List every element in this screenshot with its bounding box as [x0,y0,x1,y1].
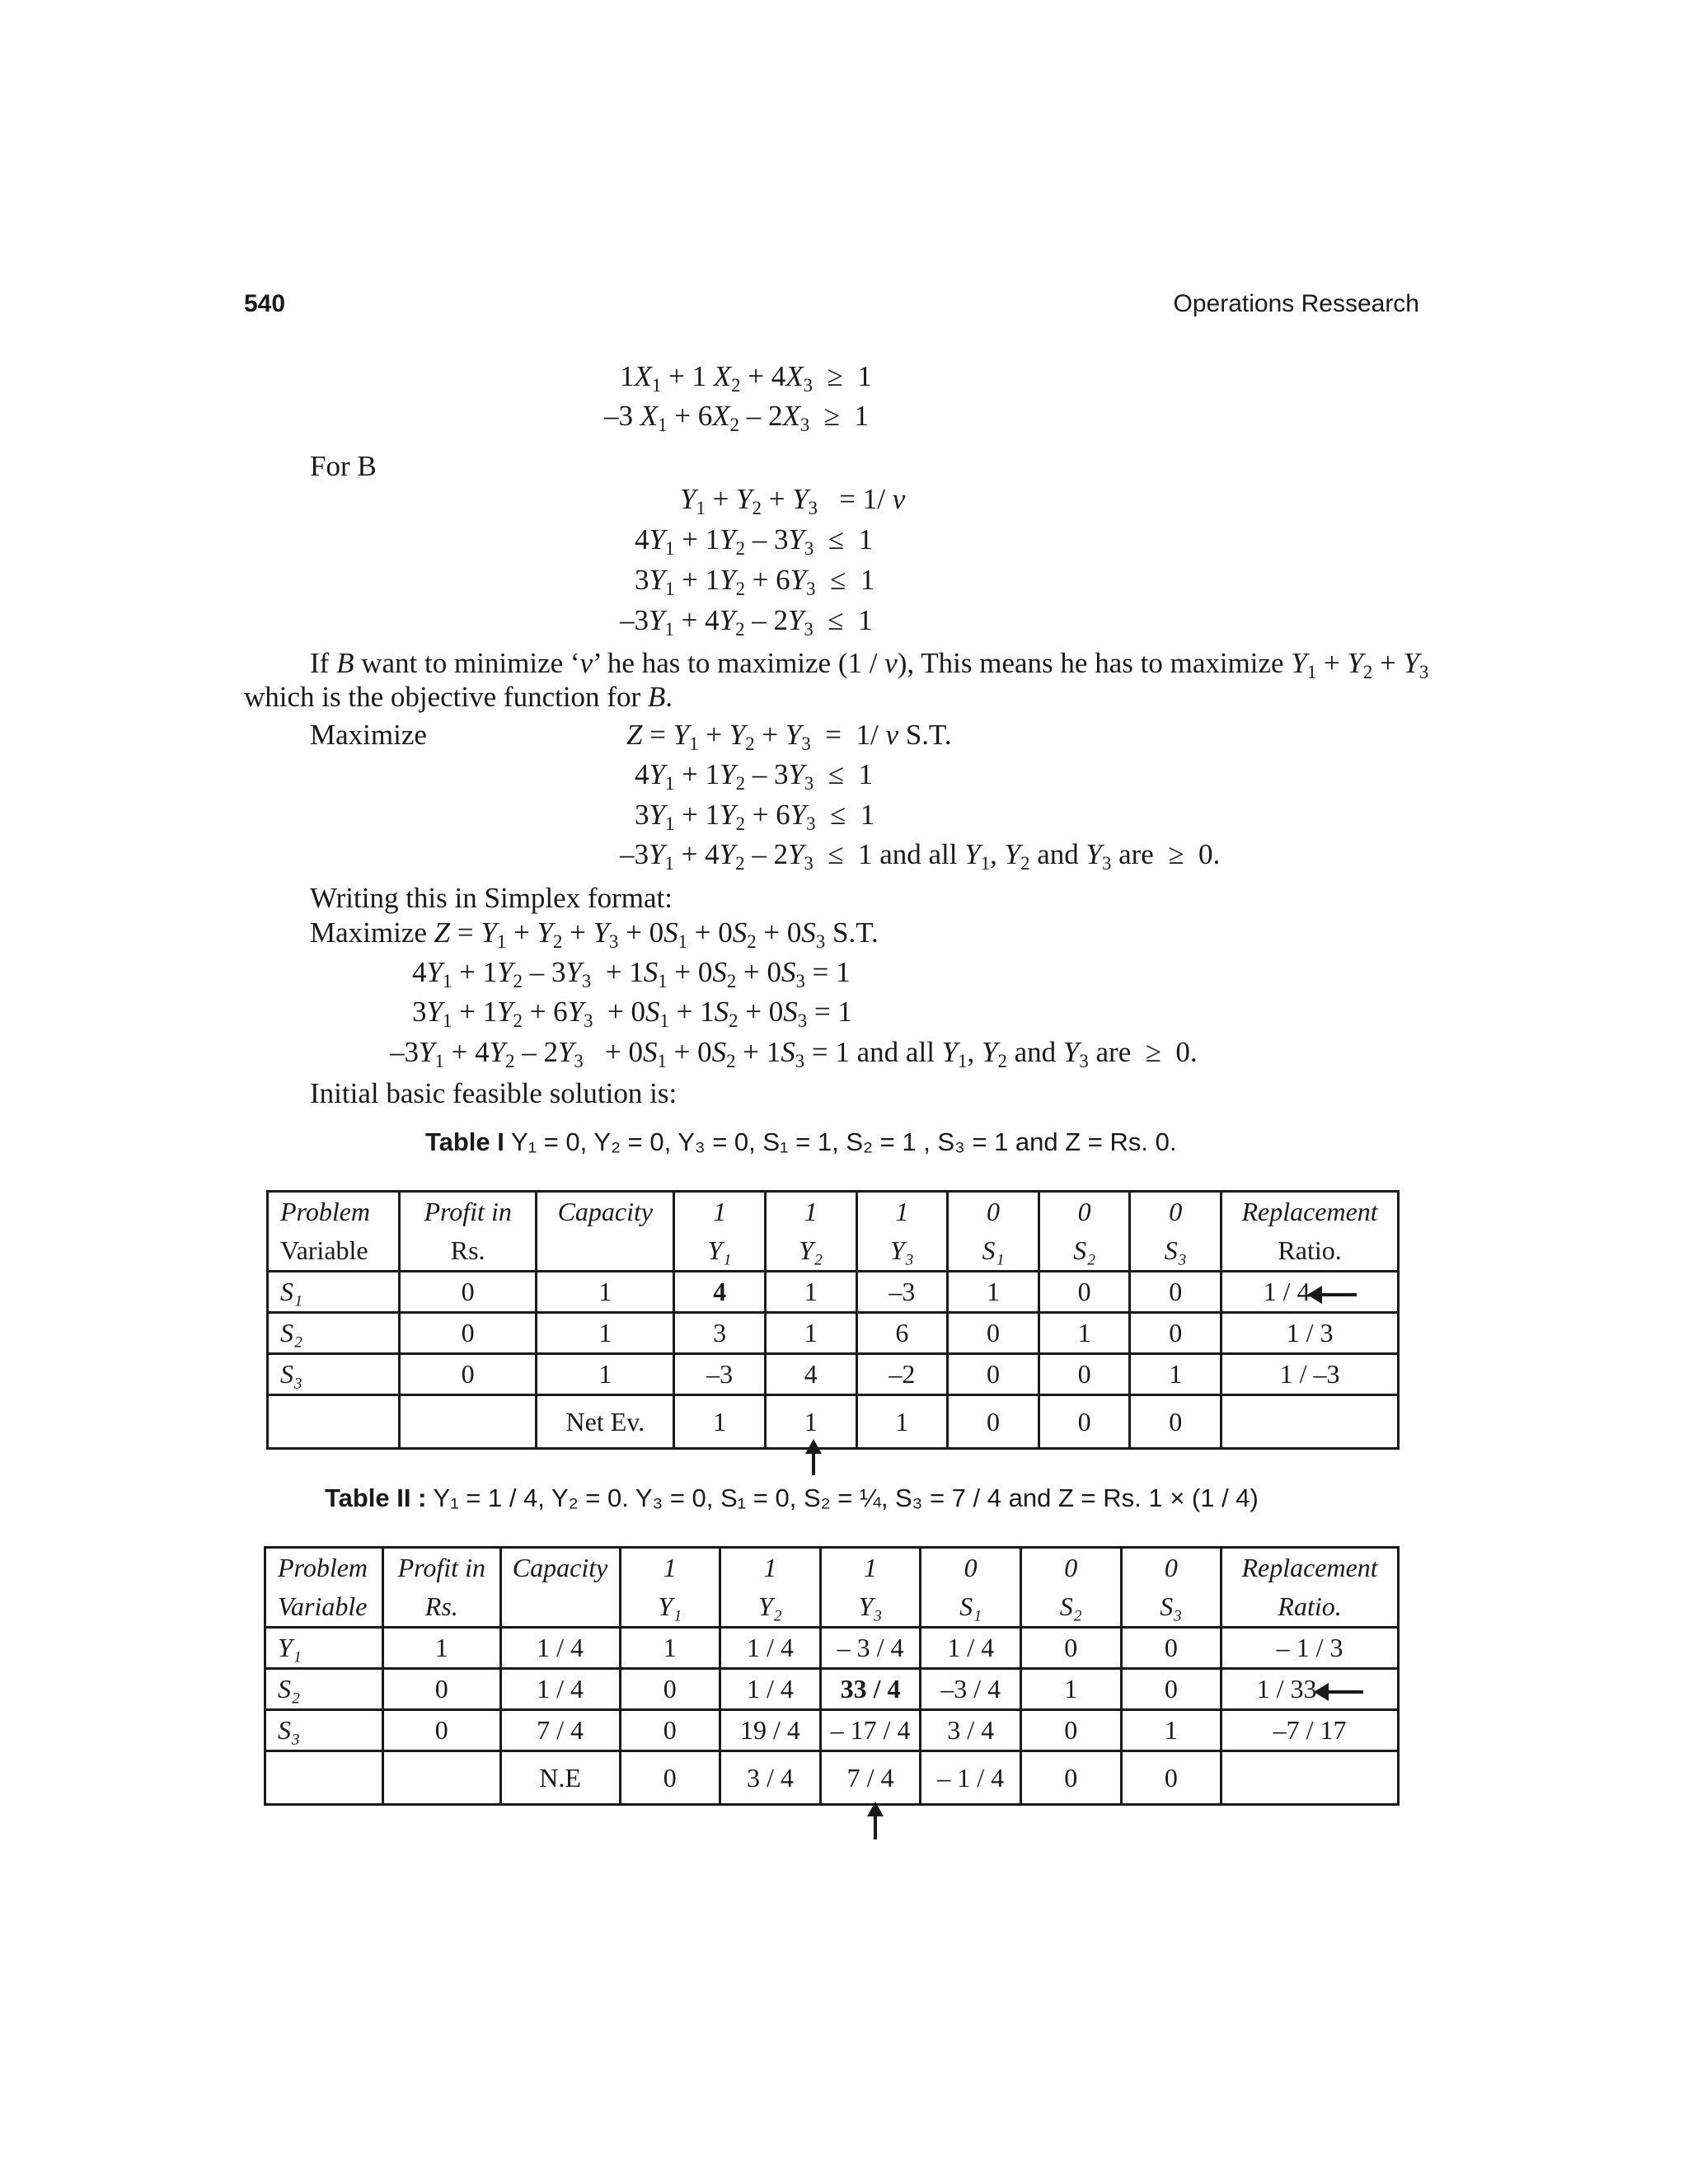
equation-line: $4Y_1 + 1Y_2 - 3Y_3 + 1S_1 + 0S_2 + 0S_3 = 1$ [412,956,851,991]
table-cell: 3 / 4 [921,1710,1021,1751]
table-cell: 1 [820,1548,921,1588]
table-cell: 1 [856,1192,948,1232]
table-cell [382,1751,500,1805]
table-cell: 1 [537,1354,674,1395]
equation-line: $3Y_1 + 1Y_2 + 6Y_3 \le 1$ [635,564,875,599]
table-cell: Y₁ [674,1231,766,1272]
table-cell [537,1231,674,1272]
table-cell: 0 [1020,1548,1121,1588]
table-cell: Capacity [537,1192,674,1232]
equation-line: $-3Y_1 + 4Y_2 - 2Y_3 \le 1$ [620,604,873,640]
table-cell: 0 [948,1395,1039,1449]
equation-line: Maximize $Z = Y_1 + Y_2 + Y_3 + 0S_1 + 0S_2 + 0S_3$ S.T. [310,916,879,952]
table-cell: –3 [856,1272,948,1313]
table-cell: 0 [1130,1272,1221,1313]
table-cell: 1 [765,1313,856,1354]
equation-line: $-3Y_1 + 4Y_2 - 2Y_3 \le 1$ and all $Y_1$, $Y_2$ and $Y_3$ are ≥ 0. [620,838,1221,874]
table-cell: Replacement [1221,1548,1399,1588]
table-cell: Y₂ [765,1231,856,1272]
running-header-title: Operations Ressearch [1173,290,1419,317]
table-cell: 0 [1130,1192,1221,1232]
table-cell: N.E [500,1751,620,1805]
table-cell: 0 [921,1548,1021,1588]
table-cell: 1 [537,1313,674,1354]
table-cell: –3 [674,1354,766,1395]
table2-caption: Table II : Y₁ = 1 / 4, Y₂ = 0. Y₃ = 0, S₁ = 0, S₂ = ¼, S₃ = 7 / 4 and Z = Rs. 1 × (1 / 4) [325,1483,1259,1512]
table-cell: –7 / 17 [1221,1710,1399,1751]
table-cell: 4 [765,1354,856,1395]
table-header-row [265,1548,1399,1588]
table-cell: 7 / 4 [500,1710,620,1751]
table-cell: 0 [948,1192,1039,1232]
table-row [265,1628,1399,1669]
table-cell: 0 [1020,1628,1121,1669]
equation-line: $3Y_1 + 1Y_2 + 6Y_3 + 0S_1 + 1S_2 + 0S_3 = 1$ [412,996,852,1031]
table-cell: S₁ [268,1272,400,1313]
table-cell: – 1 / 4 [921,1751,1021,1805]
table-cell [399,1395,537,1449]
table-header-row [265,1587,1399,1628]
table-cell: 7 / 4 [820,1751,921,1805]
table-cell: 0 [620,1751,720,1805]
table-cell: S₃ [1130,1231,1221,1272]
table-cell: Rs. [399,1231,537,1272]
table-cell: 0 [1039,1354,1130,1395]
table-cell: 1 [1020,1669,1121,1710]
table-cell [500,1587,620,1628]
table-cell: 1 [765,1395,856,1449]
table-cell: 1 [620,1628,720,1669]
page-number: 540 [244,290,286,317]
table-cell: 0 [948,1313,1039,1354]
table-cell: S₃ [265,1710,383,1751]
equation-line: $Y_1 + Y_2 + Y_3 = 1/$ v [680,483,906,518]
table-header-row [268,1231,1399,1272]
initial-bfs-text: Initial basic feasible solution is: [310,1077,678,1109]
table-cell: – 17 / 4 [820,1710,921,1751]
table-cell: Y₃ [820,1587,921,1628]
for-b-label: For B [310,450,377,482]
table-cell: 0 [620,1710,720,1751]
table-cell: 0 [399,1354,537,1395]
table-cell: 1 / 4 [720,1669,821,1710]
table-cell: 3 [674,1313,766,1354]
table-cell: Y₁ [265,1628,383,1669]
table-cell: 3 / 4 [720,1751,821,1805]
table-header-row [268,1192,1399,1232]
table-cell: Y₂ [720,1587,821,1628]
maximize-label: Maximize [310,719,427,751]
table-cell: 0 [948,1354,1039,1395]
table-cell: 19 / 4 [720,1710,821,1751]
table-cell: 0 [1121,1548,1221,1588]
equation-line: $-3Y_1 + 4Y_2 - 2Y_3 + 0S_1 + 0S_2 + 1S_3 = 1$ and all $Y_1$, $Y_2$ and $Y_3$ are ≥ 0. [390,1036,1198,1071]
table-cell: 0 [382,1669,500,1710]
table-cell: Variable [268,1231,400,1272]
table-cell: S₁ [948,1231,1039,1272]
table-cell: 1 [1121,1710,1221,1751]
entering-column-arrow-icon [874,1813,877,1840]
table-cell: 1 / 4 [720,1628,821,1669]
table-row [265,1710,1399,1751]
table1-caption: Table I Y₁ = 0, Y₂ = 0, Y₃ = 0, S₁ = 1, S₂ = 1 , S₃ = 1 and Z = Rs. 0. [425,1127,1177,1156]
table-cell: –2 [856,1354,948,1395]
table-cell: 0 [1121,1628,1221,1669]
equation-line: $3Y_1 + 1Y_2 + 6Y_3 \le 1$ [635,799,875,834]
table-cell [265,1751,383,1805]
table-cell: 1 / 4 [1221,1272,1399,1313]
table-cell: –3 / 4 [921,1669,1021,1710]
table-cell: 1 [674,1395,766,1449]
table-cell: Profit in [382,1548,500,1588]
table-cell: 1 [765,1272,856,1313]
table-cell: 0 [1121,1751,1221,1805]
table-cell: 0 [1130,1395,1221,1449]
table-row [268,1395,1399,1449]
entering-column-arrow-icon [812,1451,815,1475]
table-cell: Ratio. [1221,1587,1399,1628]
table-cell: – 1 / 3 [1221,1628,1399,1669]
table-cell: 1 [856,1395,948,1449]
table-cell: 0 [1039,1272,1130,1313]
table-cell: S₂ [265,1669,383,1710]
table-cell: 1 / 4 [921,1628,1021,1669]
table-cell: S₂ [268,1313,400,1354]
table-cell: Rs. [382,1587,500,1628]
table-cell: 1 [948,1272,1039,1313]
table-cell: Variable [265,1587,383,1628]
table-cell: 0 [399,1272,537,1313]
paragraph-line: which is the objective function for B. [244,681,673,713]
simplex-intro: Writing this in Simplex format: [310,882,673,914]
table-cell: 0 [1130,1313,1221,1354]
paragraph-line: If B want to minimize ‘v’ he has to maximize (1 / v), This means he has to maximize $Y_1 + Y_2 + Y_3$ [310,647,1429,682]
table-cell: S₃ [268,1354,400,1395]
pivot-row-arrow-icon [1325,1690,1363,1694]
table-cell: Problem [268,1192,400,1232]
table-cell: S₂ [1020,1587,1121,1628]
table-cell: 1 [537,1272,674,1313]
table-cell: 0 [399,1313,537,1354]
table-cell: Capacity [500,1548,620,1588]
table-row [265,1751,1399,1805]
table-cell: 0 [1039,1395,1130,1449]
table-cell: 0 [382,1710,500,1751]
equation-line: $Z = Y_1 + Y_2 + Y_3 = 1/$ v S.T. [626,719,952,754]
table-cell: 1 [1130,1354,1221,1395]
table-cell: 1 / 4 [500,1669,620,1710]
table-cell: 1 [382,1628,500,1669]
table-cell: 1 / 4 [500,1628,620,1669]
table-cell: S₁ [921,1587,1021,1628]
table-cell [268,1395,400,1449]
table-cell: 1 [765,1192,856,1232]
table-cell: 1 / 3 [1221,1313,1399,1354]
table-cell: S₂ [1039,1231,1130,1272]
table-cell: Problem [265,1548,383,1588]
pivot-row-arrow-icon [1319,1293,1357,1296]
table-cell: 1 [1039,1313,1130,1354]
table-row [268,1272,1399,1313]
table-cell: 0 [1039,1192,1130,1232]
table-cell: 1 [620,1548,720,1588]
table-row [268,1354,1399,1395]
table-cell [1221,1751,1399,1805]
table-cell: 0 [1020,1751,1121,1805]
table-cell: 1 / –3 [1221,1354,1399,1395]
table-cell: 1 [674,1192,766,1232]
equation-line: $4Y_1 + 1Y_2 - 3Y_3 \le 1$ [635,523,873,559]
table-cell: S₃ [1121,1587,1221,1628]
equation-line: $1X_1 + 1$ $X_2 + 4X_3 \ge 1$ [620,360,872,396]
table-row [268,1313,1399,1354]
table-cell: 33 / 4 [820,1669,921,1710]
table-cell: 1 [720,1548,821,1588]
table-cell: 1 / 33 [1221,1669,1399,1710]
table-cell: Y₃ [856,1231,948,1272]
equation-line: –3 $X_1 + 6X_2 - 2X_3 \ge 1$ [604,400,870,435]
table-row [265,1669,1399,1710]
table-cell: 4 [674,1272,766,1313]
table-cell: Ratio. [1221,1231,1399,1272]
table-cell: 0 [1020,1710,1121,1751]
table-cell [1221,1395,1399,1449]
table-cell: Replacement [1221,1192,1399,1232]
table-cell: 0 [1121,1669,1221,1710]
table-cell: Profit in [399,1192,537,1232]
table-cell: 6 [856,1313,948,1354]
table1 [266,1190,1400,1450]
table-cell: 0 [620,1669,720,1710]
table-cell: Y₁ [620,1587,720,1628]
equation-line: $4Y_1 + 1Y_2 - 3Y_3 \le 1$ [635,758,873,794]
table-cell: Net Ev. [537,1395,674,1449]
table-cell: – 3 / 4 [820,1628,921,1669]
table2 [264,1546,1400,1806]
